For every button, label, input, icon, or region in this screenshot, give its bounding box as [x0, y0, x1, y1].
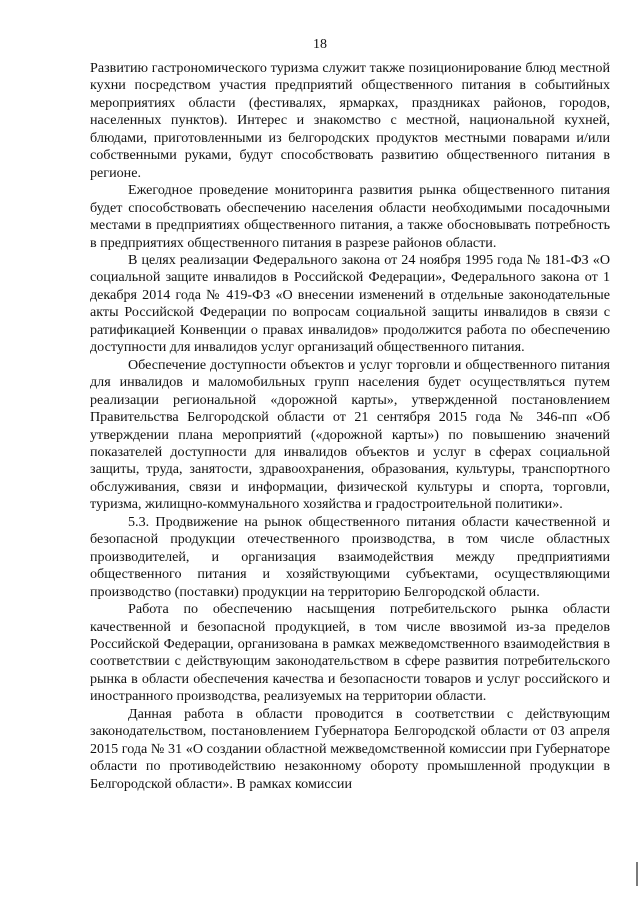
paragraph-market-monitoring: Ежегодное проведение мониторинга развития рынка общественного питания будет способствовать обеспечению населения области необходимыми посадочными местами в предприятиях общественного питания, а также обосновывать потребность в предприятиях общественного питания в разрезе районов области. — [90, 182, 610, 251]
scan-edge-mark — [636, 862, 638, 886]
paragraph-market-saturation: Работа по обеспечению насыщения потребительского рынка области качественной и безопасной продукцией, в том числе ввозимой из-за пределов Российской Федерации, организована в рамках межведомственного взаимодействия в соответствии с действующим законодательством в сфере развития потребительского рынка в области обеспечения качества и безопасности товаров и услуг российского и иностранного производства, реализуемых на территории области. — [90, 601, 610, 705]
page-number: 18 — [313, 37, 327, 52]
paragraph-governor-resolution: Данная работа в области проводится в соответствии с действующим законодательством, постановлением Губернатора Белгородской области от 03 апреля 2015 года № 31 «О создании областной межведомственной комиссии при Губернаторе области по противодействию незаконному обороту промышленной продукции в Белгородской области». В рамках комиссии — [90, 705, 610, 792]
document-body — [90, 60, 610, 793]
paragraph-accessibility-roadmap: Обеспечение доступности объектов и услуг торговли и общественного питания для инвалидов и маломобильных групп населения будет осуществляться путем реализации региональной «дорожной карты», утвержденной постановлением Правительства Белгородской области от 21 сентября 2015 года № 346-пп «Об утверждении плана мероприятий («дорожной карты») по повышению значений показателей доступности для инвалидов объектов и услуг в сферах социальной защиты, труда, занятости, здравоохранения, образования, культуры, транспортного обслуживания, связи и информации, физической культуры и спорта, торговли, туризма, жилищно-коммунального хозяйства и градостроительной политики». — [90, 356, 610, 513]
paragraph-gastronomic-tourism: Развитию гастрономического туризма служит также позиционирование блюд местной кухни посредством участия предприятий общественного питания в событийных мероприятиях области (фестивалях, ярмарках, праздниках районов, городов, населенных пунктов). Интерес и знакомство с местной, национальной кухней, блюдами, приготовленными из белгородских продуктов местными поварами и/или собственными руками, будут способствовать развитию общественного питания в регионе. — [90, 60, 610, 181]
paragraph-section-5-3: 5.3. Продвижение на рынок общественного питания области качественной и безопасной продукции отечественного производства, в том числе областных производителей, и организация взаимодействия между предприятиями общественного питания и хозяйствующими субъектами, осуществляющими производство (поставки) продукции на территорию Белгородской области. — [90, 513, 610, 600]
paragraph-federal-law-disabled: В целях реализации Федерального закона от 24 ноября 1995 года № 181-ФЗ «О социальной защите инвалидов в Российской Федерации», Федерального закона от 1 декабря 2014 года № 419-ФЗ «О внесении изменений в отдельные законодательные акты Российской Федерации по вопросам социальной защиты инвалидов в связи с ратификацией Конвенции о правах инвалидов» продолжится работа по обеспечению доступности для инвалидов услуг организаций общественного питания. — [90, 251, 610, 356]
